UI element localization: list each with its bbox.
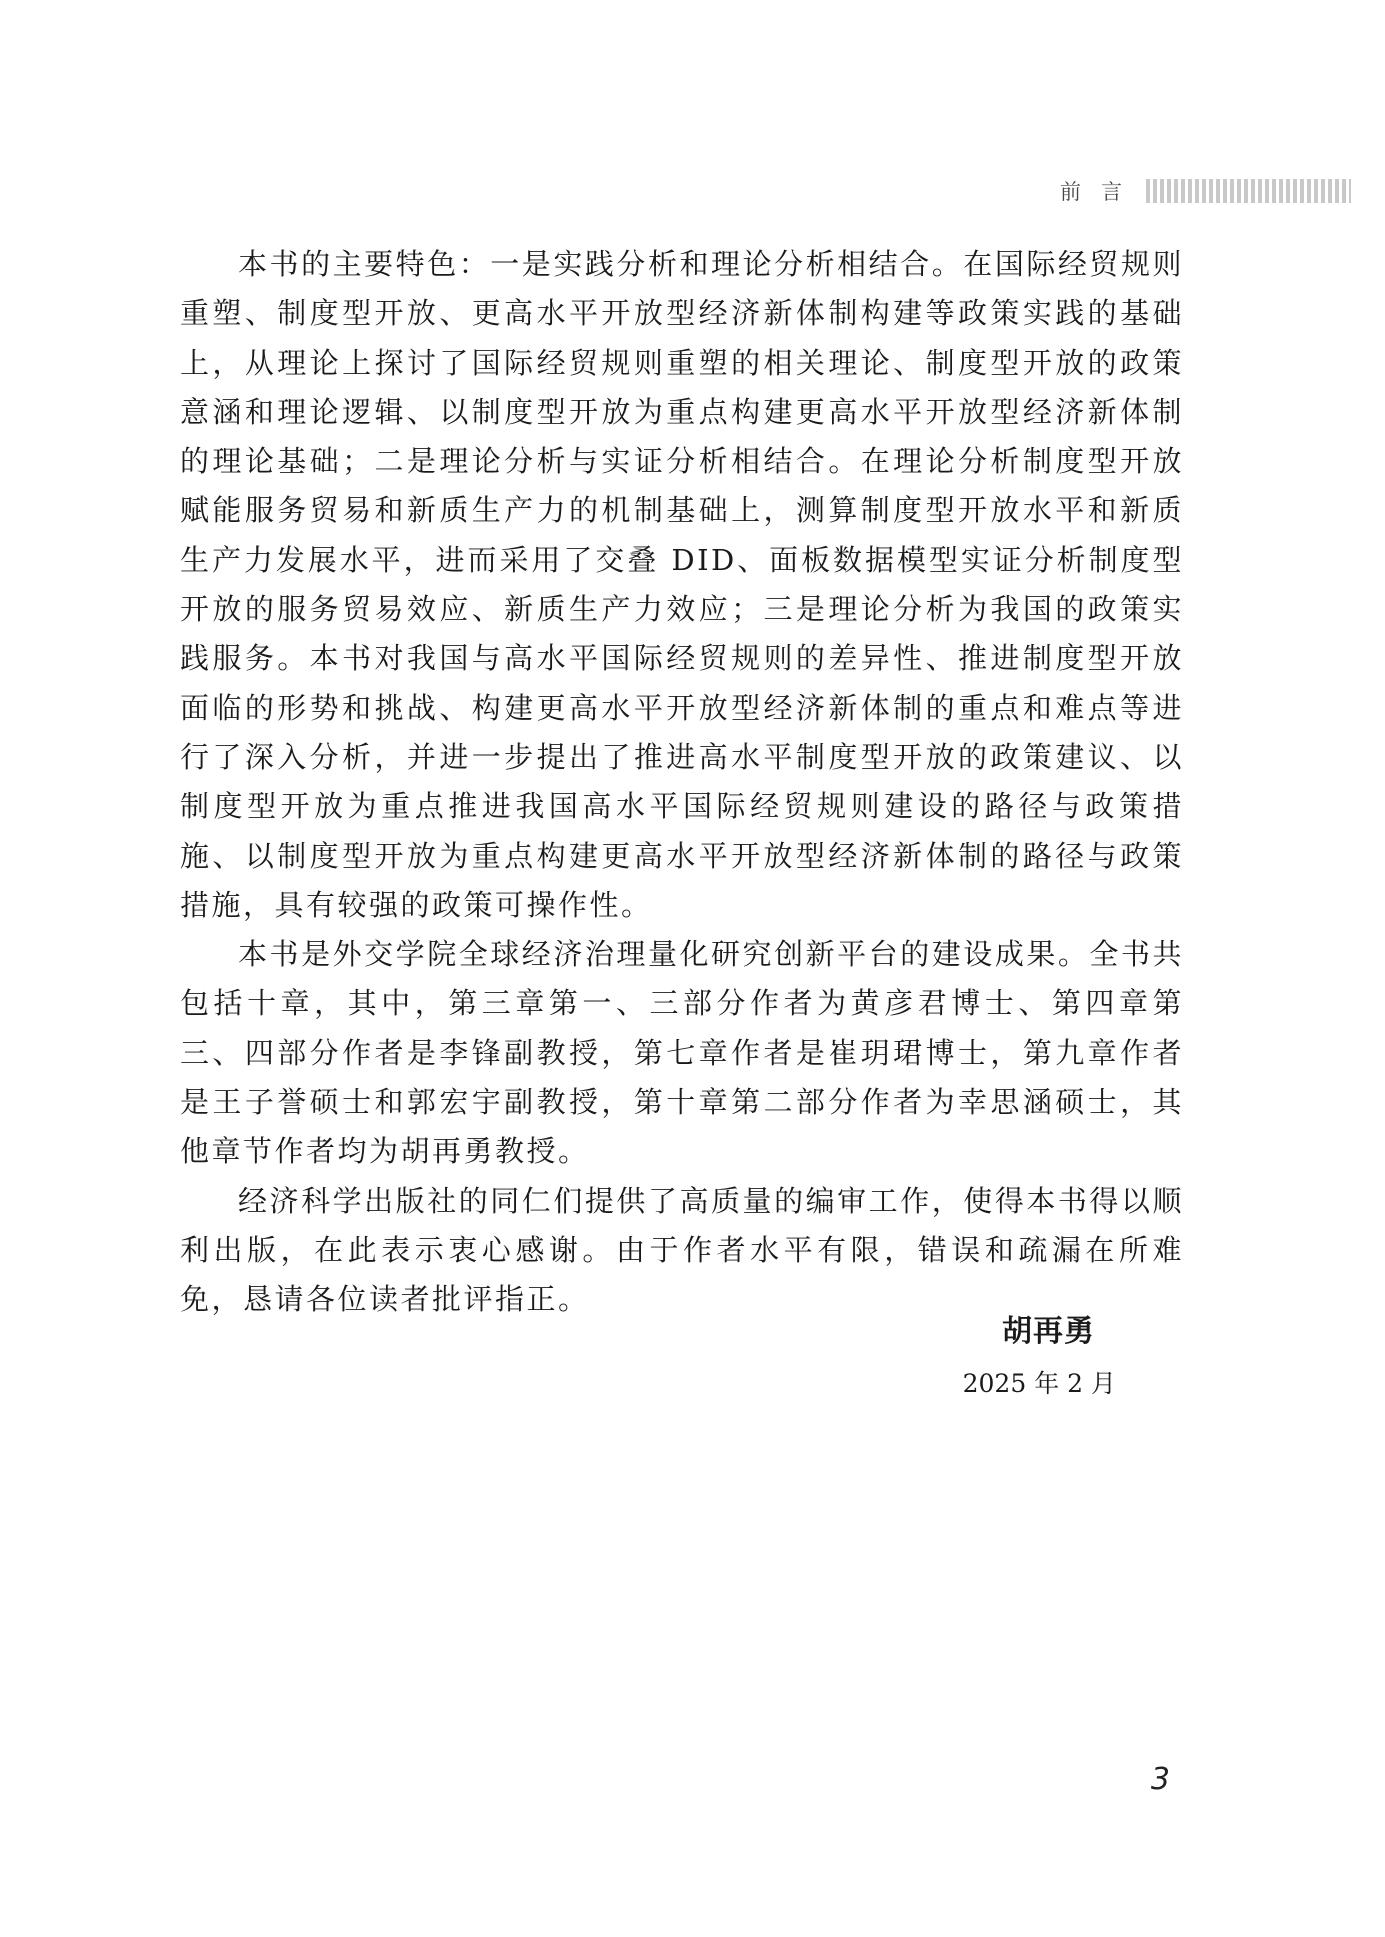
running-head (1060, 176, 1351, 206)
running-title: 前言 (1060, 180, 1142, 204)
author-signature: 胡再勇 (1002, 1314, 1095, 1349)
paragraph-features: 本书的主要特色：一是实践分析和理论分析相结合。在国际经贸规则重塑、制度型开放、更高水平开放型经济新体制构建等政策实践的基础上，从理论上探讨了国际经贸规则重塑的相关理论、制度型开放的政策意涵和理论逻辑、以制度型开放为重点构建更高水平开放型经济新体制的理论基础；二是理论分析与实证分析相结合。在理论分析制度型开放赋能服务贸易和新质生产力的机制基础上，测算制度型开放水平和新质生产力发展水平，进而采用了交叠 DID、面板数据模型实证分析制度型开放的服务贸易效应、新质生产力效应；三是理论分析为我国的政策实践服务。本书对我国与高水平国际经贸规则的差异性、推进制度型开放面临的形势和挑战、构建更高水平开放型经济新体制的重点和难点等进行了深入分析，并进一步提出了推进高水平制度型开放的政策建议、以制度型开放为重点推进我国高水平国际经贸规则建设的路径与政策措施、以制度型开放为重点构建更高水平开放型经济新体制的路径与政策措施，具有较强的政策可操作性。 (180, 247, 1184, 922)
paragraph-acknowledgement: 经济科学出版社的同仁们提供了高质量的编审工作，使得本书得以顺利出版，在此表示衷心感谢。由于作者水平有限，错误和疏漏在所难免，恳请各位读者批评指正。 (180, 1183, 1184, 1317)
header-decoration (1146, 179, 1351, 203)
paragraph-authorship: 本书是外交学院全球经济治理量化研究创新平台的建设成果。全书共包括十章，其中，第三章第一、三部分作者为黄彦君博士、第四章第三、四部分作者是李锋副教授，第七章作者是崔玥珺博士，第九章作者是王子誉硕士和郭宏宇副教授，第十章第二部分作者为幸思涵硕士，其他章节作者均为胡再勇教授。 (180, 937, 1184, 1169)
signature-date: 2025 年 2 月 (962, 1369, 1116, 1398)
page-number: 3 (1150, 1762, 1170, 1797)
preface-body (180, 240, 1184, 1325)
